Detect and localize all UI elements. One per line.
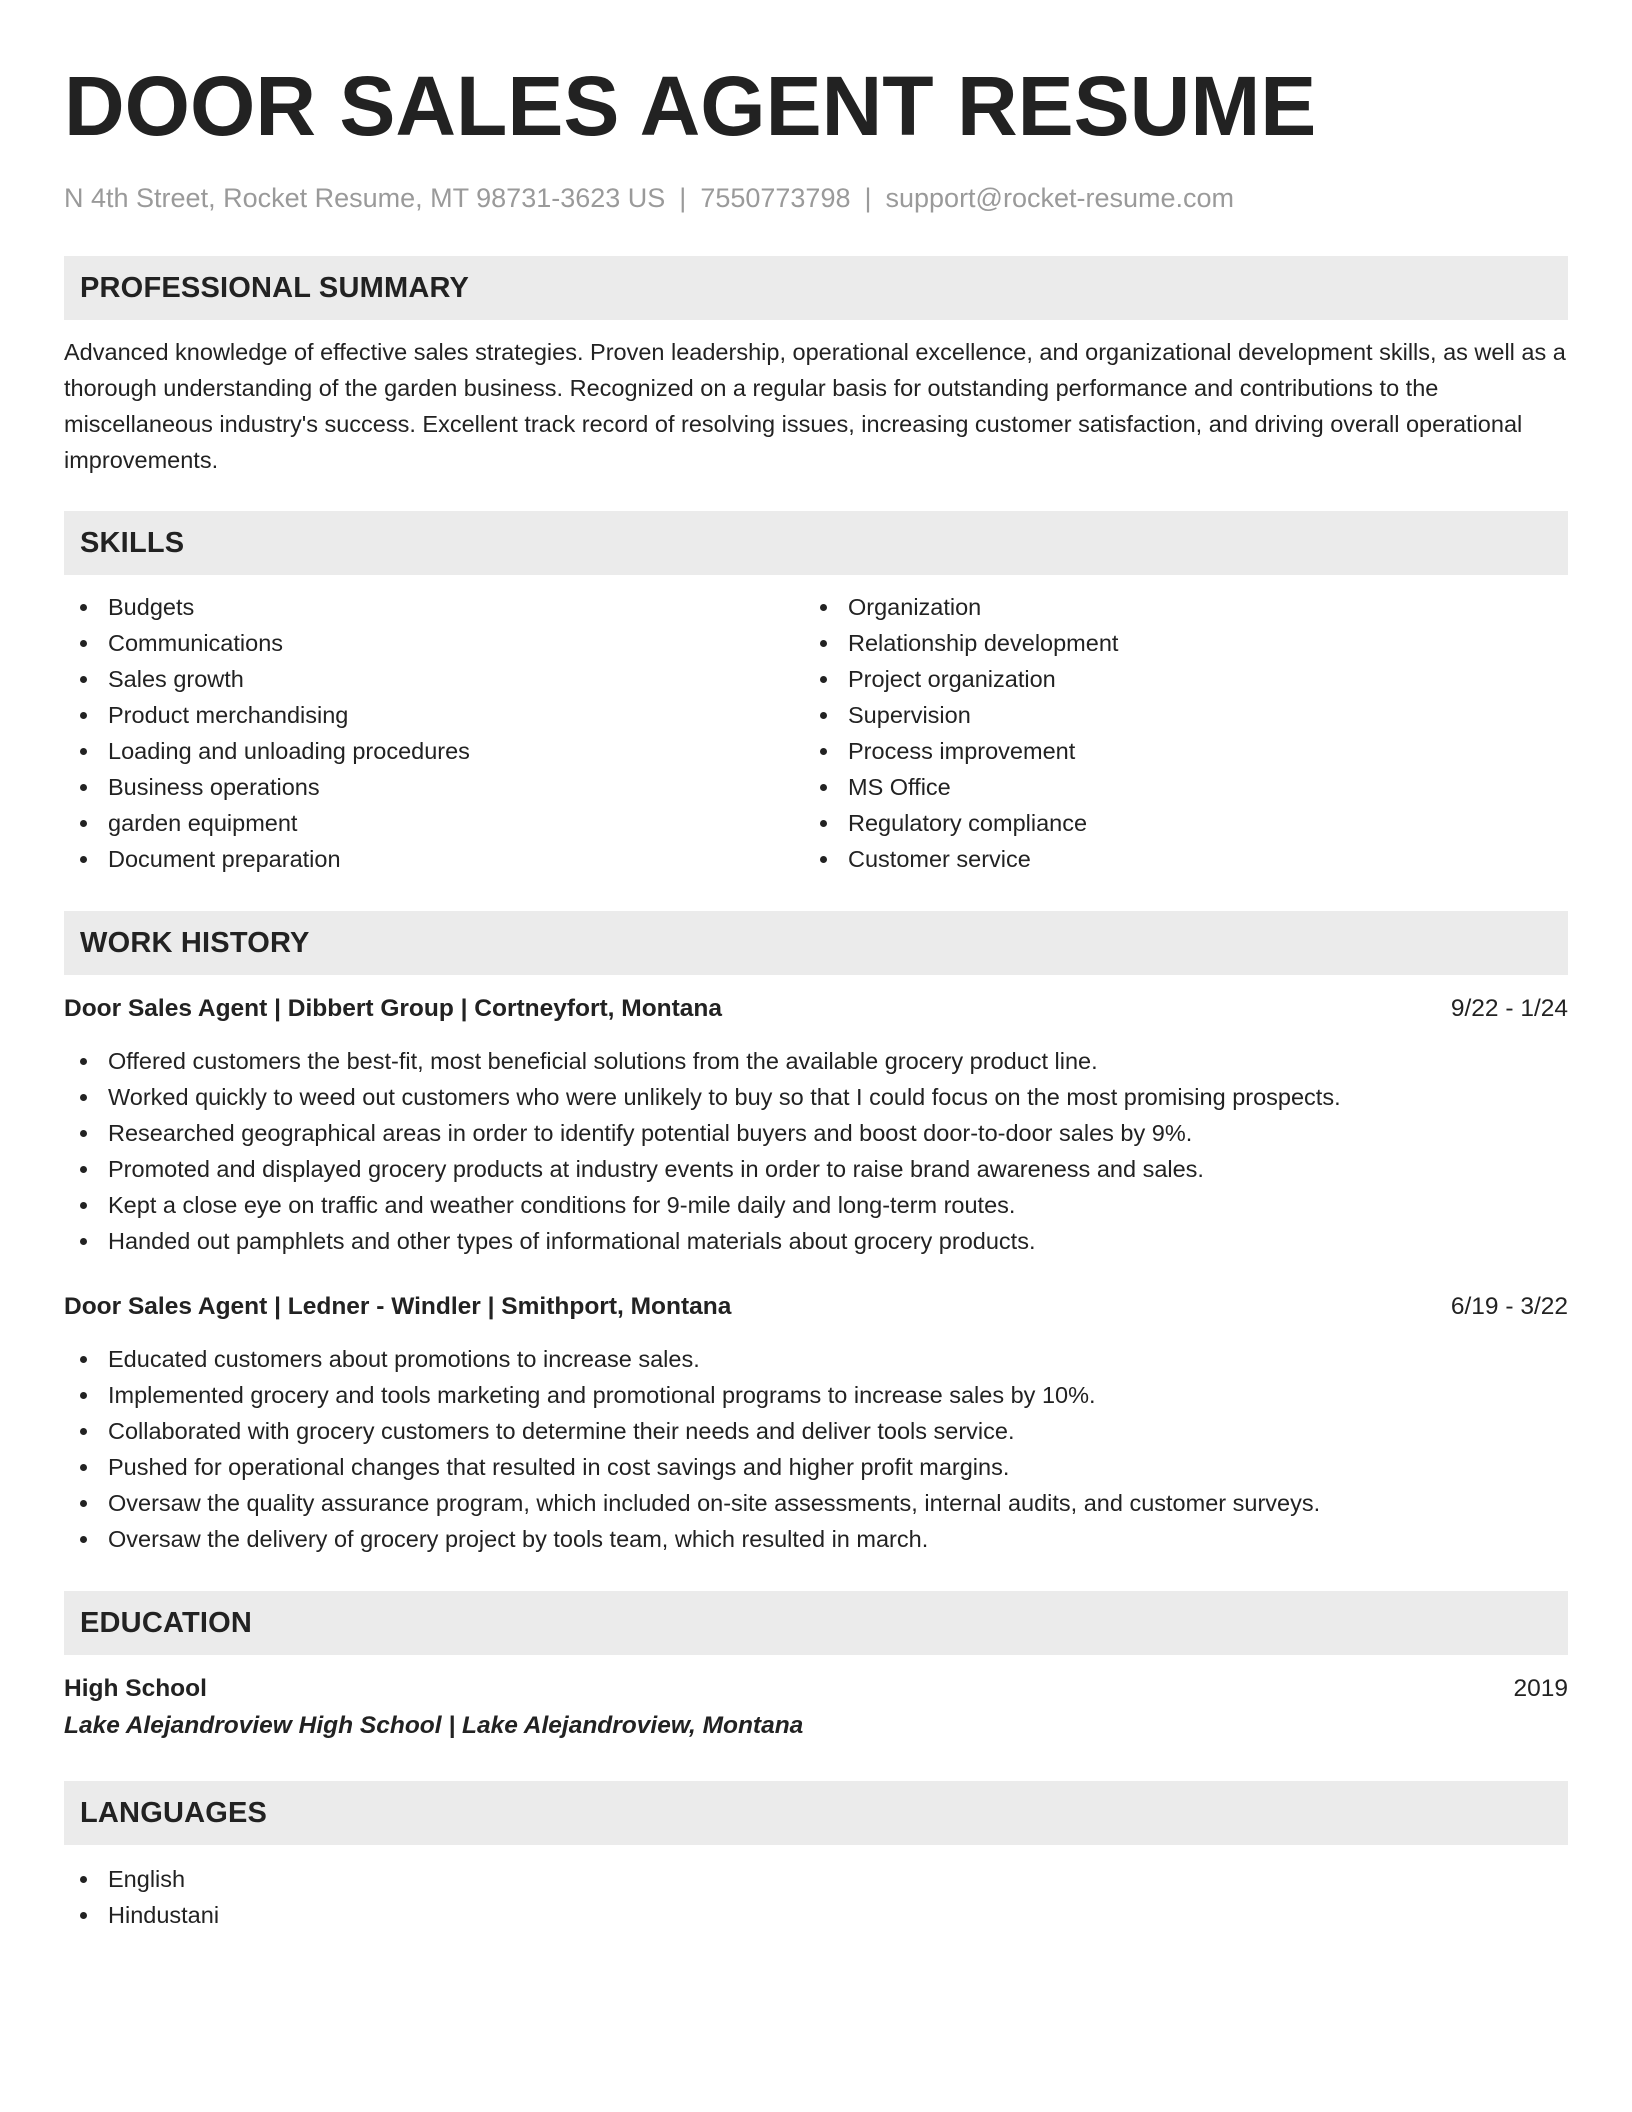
skill-item: Process improvement — [804, 733, 1544, 769]
skills-heading: SKILLS — [64, 511, 1568, 575]
education-year: 2019 — [1513, 1675, 1568, 1702]
skill-item: Regulatory compliance — [804, 805, 1544, 841]
skill-item: Budgets — [64, 589, 804, 625]
job-title: Door Sales Agent | Ledner - Windler | Smithport, Montana — [64, 1293, 732, 1320]
summary-heading: PROFESSIONAL SUMMARY — [64, 256, 1568, 320]
resume-title: DOOR SALES AGENT RESUME — [64, 59, 1317, 153]
skill-item: Document preparation — [64, 841, 804, 877]
education-heading: EDUCATION — [64, 1591, 1568, 1655]
job-bullet: Oversaw the delivery of grocery project by tools team, which resulted in march. — [64, 1521, 1568, 1557]
job-bullet: Researched geographical areas in order to identify potential buyers and boost door-to-door sales by 9%. — [64, 1115, 1568, 1151]
job-bullet: Kept a close eye on traffic and weather conditions for 9-mile daily and long-term routes. — [64, 1187, 1568, 1223]
skill-item: MS Office — [804, 769, 1544, 805]
contact-line — [64, 180, 1568, 216]
skill-item: Business operations — [64, 769, 804, 805]
education-degree: High School — [64, 1675, 207, 1702]
job-bullet: Oversaw the quality assurance program, which included on-site assessments, internal audits, and customer surveys. — [64, 1485, 1568, 1521]
job-bullets — [64, 1043, 1568, 1259]
job-bullet: Collaborated with grocery customers to determine their needs and deliver tools service. — [64, 1413, 1568, 1449]
skill-item: Project organization — [804, 661, 1544, 697]
job-title: Door Sales Agent | Dibbert Group | Cortneyfort, Montana — [64, 995, 722, 1022]
job-header — [64, 1289, 1568, 1325]
contact-address: N 4th Street, Rocket Resume, MT 98731-3623 US — [64, 183, 666, 213]
work-section — [64, 911, 1568, 1557]
job-bullet: Handed out pamphlets and other types of informational materials about grocery products. — [64, 1223, 1568, 1259]
job-bullet: Educated customers about promotions to increase sales. — [64, 1341, 1568, 1377]
job-dates: 9/22 - 1/24 — [1450, 995, 1568, 1022]
contact-phone: 7550773798 — [700, 183, 851, 213]
job-bullet: Worked quickly to weed out customers who were unlikely to buy so that I could focus on the most promising prospects. — [64, 1079, 1568, 1115]
skill-item: garden equipment — [64, 805, 804, 841]
skill-item: Organization — [804, 589, 1544, 625]
job-dates: 6/19 - 3/22 — [1450, 1293, 1568, 1320]
education-header — [64, 1671, 1568, 1707]
language-item: English — [64, 1861, 1568, 1897]
skills-list-left — [64, 589, 804, 877]
job-bullet: Pushed for operational changes that resulted in cost savings and higher profit margins. — [64, 1449, 1568, 1485]
contact-separator: | — [864, 183, 872, 213]
contact-separator: | — [679, 183, 687, 213]
skill-item: Sales growth — [64, 661, 804, 697]
skill-item: Product merchandising — [64, 697, 804, 733]
languages-list — [64, 1861, 1568, 1933]
languages-heading: LANGUAGES — [64, 1781, 1568, 1845]
skill-item: Communications — [64, 625, 804, 661]
summary-text: Advanced knowledge of effective sales strategies. Proven leadership, operational excellence, and organizational development skills, as well as a thorough understanding of the garden business. Recognized on a regular basis for outstanding performance and contributions to the miscellaneous industry's success. Excellent track record of resolving issues, increasing customer satisfaction, and driving overall operational improvements. — [64, 339, 1566, 473]
job-bullet: Offered customers the best-fit, most beneficial solutions from the available grocery product line. — [64, 1043, 1568, 1079]
skill-item: Loading and unloading procedures — [64, 733, 804, 769]
skill-item: Relationship development — [804, 625, 1544, 661]
language-item: Hindustani — [64, 1897, 1568, 1933]
summary-section — [64, 256, 1568, 478]
skills-columns — [64, 589, 1568, 877]
job-entry — [64, 1289, 1568, 1557]
education-section — [64, 1591, 1568, 1745]
skill-item: Supervision — [804, 697, 1544, 733]
skills-list-right — [804, 589, 1544, 877]
contact-email: support@rocket-resume.com — [885, 183, 1235, 213]
education-school: Lake Alejandroview High School | Lake Alejandroview, Montana — [64, 1712, 804, 1739]
skills-section — [64, 511, 1568, 877]
job-bullet: Promoted and displayed grocery products at industry events in order to raise brand awareness and sales. — [64, 1151, 1568, 1187]
work-heading: WORK HISTORY — [64, 911, 1568, 975]
job-bullet: Implemented grocery and tools marketing and promotional programs to increase sales by 10%. — [64, 1377, 1568, 1413]
skill-item: Customer service — [804, 841, 1544, 877]
job-header — [64, 991, 1568, 1027]
languages-section — [64, 1781, 1568, 1933]
job-entry — [64, 991, 1568, 1259]
job-bullets — [64, 1341, 1568, 1557]
